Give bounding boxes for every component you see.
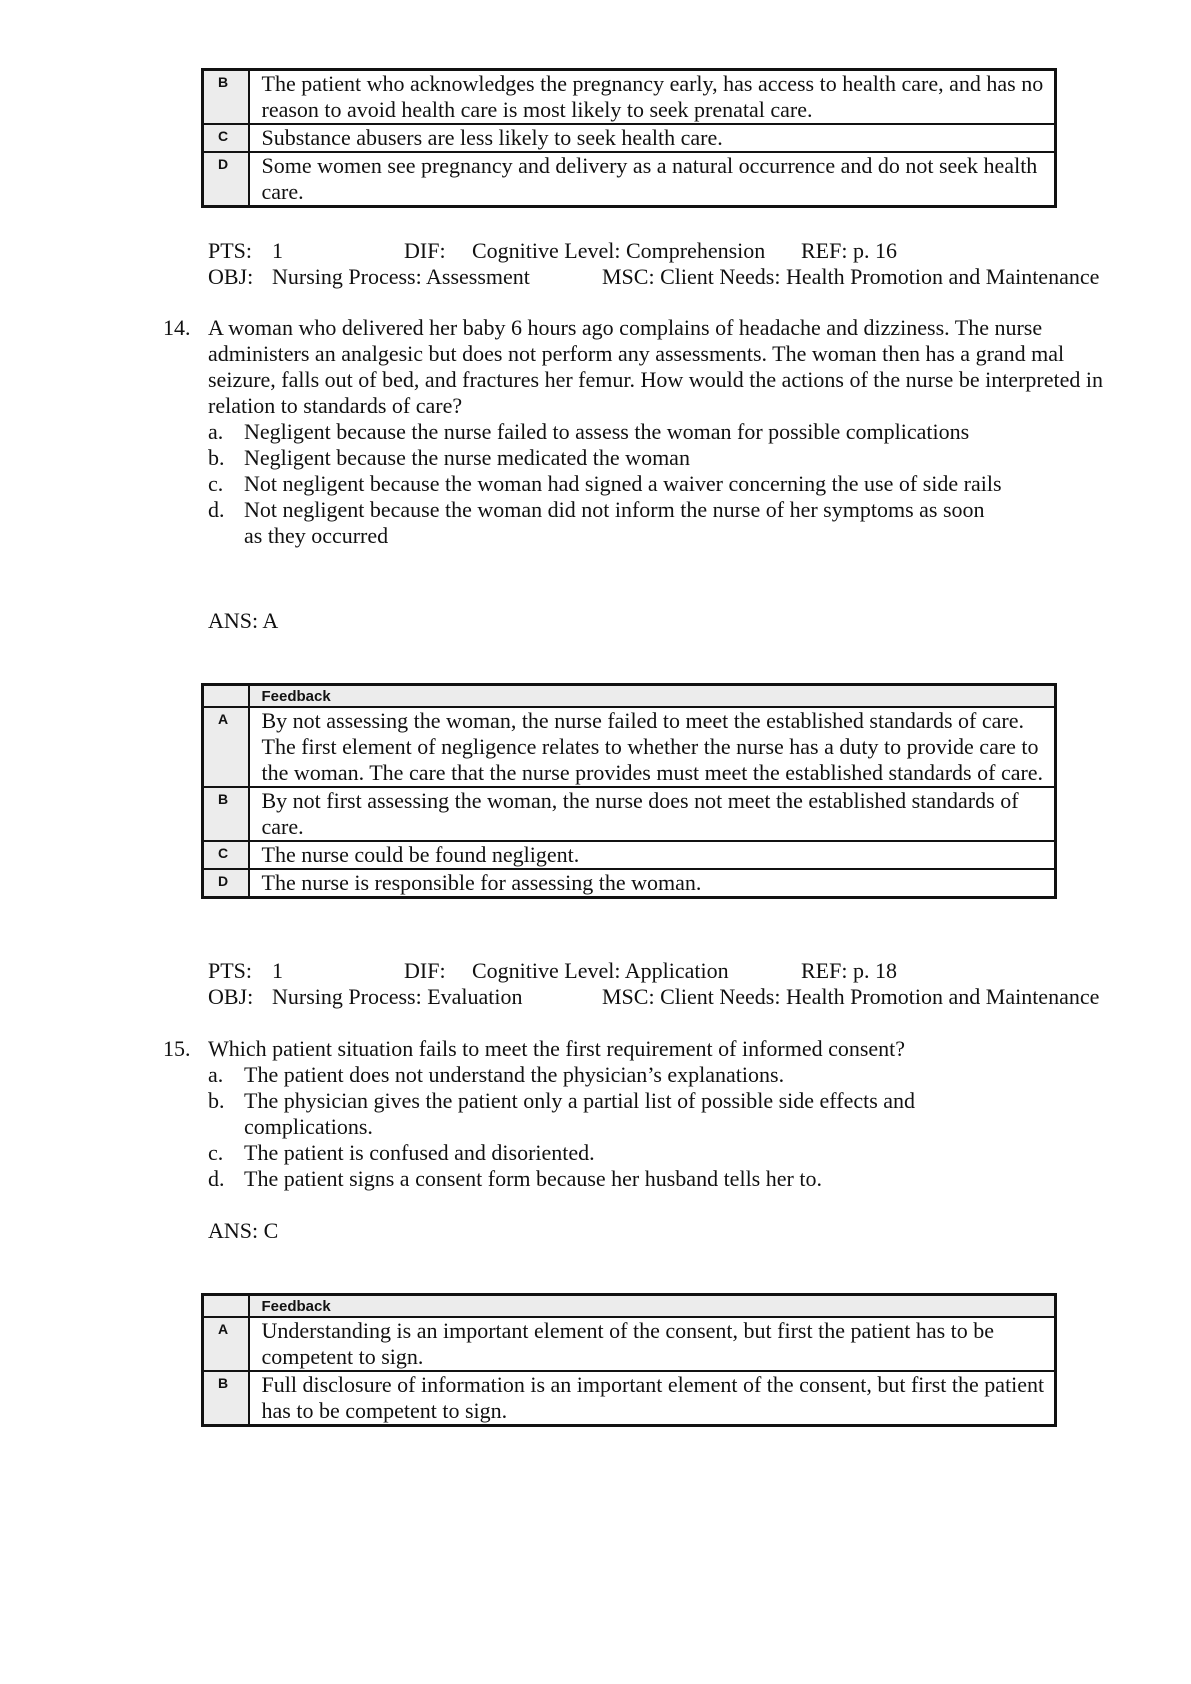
option-text: The patient signs a consent form because her husband tells her to. xyxy=(244,1166,822,1191)
feedback-row xyxy=(203,70,1056,125)
answer-key-q15: ANS: C xyxy=(208,1218,279,1243)
dif-label: DIF: xyxy=(404,238,446,263)
feedback-header-row xyxy=(203,1295,1056,1318)
feedback-row xyxy=(203,124,1056,152)
feedback-letter: B xyxy=(203,70,249,125)
feedback-text: Understanding is an important element of the consent, but first the patient has to be competent to sign. xyxy=(249,1317,1056,1371)
feedback-text: The nurse could be found negligent. xyxy=(249,841,1056,869)
option-letter: a. xyxy=(208,1062,224,1087)
feedback-letter: C xyxy=(203,841,249,869)
feedback-header: Feedback xyxy=(249,685,1056,708)
feedback-row xyxy=(203,1371,1056,1426)
option-letter: d. xyxy=(208,497,225,522)
feedback-row xyxy=(203,841,1056,869)
feedback-table-q13 xyxy=(201,68,1057,208)
answer-options xyxy=(163,1062,1123,1192)
question-15 xyxy=(163,1036,1123,1192)
question-metadata-q13 xyxy=(208,238,1128,290)
question-number: 15. xyxy=(163,1036,191,1061)
option-text: The patient does not understand the physician’s explanations. xyxy=(244,1062,785,1087)
pts-value: 1 xyxy=(272,958,283,983)
option-text: Negligent because the nurse failed to assess the woman for possible complications xyxy=(244,419,970,444)
answer-key-q14: ANS: A xyxy=(208,608,279,633)
answer-options xyxy=(163,419,1123,549)
feedback-letter: D xyxy=(203,869,249,898)
answer-option xyxy=(208,497,1004,549)
feedback-row xyxy=(203,152,1056,207)
feedback-header-row xyxy=(203,685,1056,708)
feedback-text: By not assessing the woman, the nurse failed to meet the established standards of care. The first element of negligence relates to whether the nurse has a duty to provide care to the woman. The care that the nurse provides must meet the established standards of care. xyxy=(249,707,1056,787)
obj-label: OBJ: xyxy=(208,264,254,289)
feedback-letter: A xyxy=(203,707,249,787)
option-letter: b. xyxy=(208,1088,225,1113)
answer-option xyxy=(208,471,1014,497)
answer-option xyxy=(208,1140,1123,1166)
option-letter: d. xyxy=(208,1166,225,1191)
header-blank-cell xyxy=(203,1295,249,1318)
answer-option xyxy=(208,419,1123,445)
option-letter: a. xyxy=(208,419,224,444)
msc-value: MSC: Client Needs: Health Promotion and Maintenance xyxy=(602,264,1100,289)
option-letter: c. xyxy=(208,1140,224,1165)
answer-option xyxy=(208,445,1123,471)
feedback-text: The patient who acknowledges the pregnancy early, has access to health care, and has no reason to avoid health care is most likely to seek prenatal care. xyxy=(249,70,1056,125)
feedback-row xyxy=(203,787,1056,841)
feedback-text: The nurse is responsible for assessing the woman. xyxy=(249,869,1056,898)
msc-value: MSC: Client Needs: Health Promotion and Maintenance xyxy=(602,984,1100,1009)
dif-value: Cognitive Level: Application xyxy=(472,958,729,983)
answer-option xyxy=(208,1062,1123,1088)
feedback-text: Some women see pregnancy and delivery as a natural occurrence and do not seek health care. xyxy=(249,152,1056,207)
option-letter: b. xyxy=(208,445,225,470)
feedback-text: By not first assessing the woman, the nurse does not meet the established standards of care. xyxy=(249,787,1056,841)
option-text: The physician gives the patient only a partial list of possible side effects and complications. xyxy=(244,1088,916,1139)
answer-option xyxy=(208,1088,1004,1140)
option-letter: c. xyxy=(208,471,224,496)
feedback-table-q14 xyxy=(201,683,1057,899)
feedback-row xyxy=(203,1317,1056,1371)
feedback-letter: B xyxy=(203,1371,249,1426)
question-stem: Which patient situation fails to meet the first requirement of informed consent? xyxy=(208,1036,906,1061)
question-14 xyxy=(163,315,1123,549)
obj-label: OBJ: xyxy=(208,984,254,1009)
pts-label: PTS: xyxy=(208,958,253,983)
answer-option xyxy=(208,1166,1123,1192)
question-metadata-q14 xyxy=(208,958,1128,1010)
option-text: Not negligent because the woman did not inform the nurse of her symptoms as soon as they occurred xyxy=(244,497,985,548)
ref-value: REF: p. 16 xyxy=(801,238,897,263)
pts-label: PTS: xyxy=(208,238,253,263)
dif-label: DIF: xyxy=(404,958,446,983)
question-stem: A woman who delivered her baby 6 hours ago complains of headache and dizziness. The nurse administers an analgesic but does not perform any assessments. The woman then has a grand mal seizure, falls out of bed, and fractures her femur. How would the actions of the nurse be interpreted in relation to standards of care? xyxy=(208,315,1103,418)
option-text: Negligent because the nurse medicated the woman xyxy=(244,445,690,470)
feedback-text: Full disclosure of information is an important element of the consent, but first the patient has to be competent to sign. xyxy=(249,1371,1056,1426)
feedback-letter: A xyxy=(203,1317,249,1371)
obj-value: Nursing Process: Assessment xyxy=(272,264,530,289)
option-text: Not negligent because the woman had signed a waiver concerning the use of side rails xyxy=(244,471,1002,496)
pts-value: 1 xyxy=(272,238,283,263)
feedback-letter: D xyxy=(203,152,249,207)
feedback-row xyxy=(203,869,1056,898)
feedback-header: Feedback xyxy=(249,1295,1056,1318)
ref-value: REF: p. 18 xyxy=(801,958,897,983)
feedback-row xyxy=(203,707,1056,787)
obj-value: Nursing Process: Evaluation xyxy=(272,984,523,1009)
question-number: 14. xyxy=(163,315,191,340)
option-text: The patient is confused and disoriented. xyxy=(244,1140,595,1165)
feedback-letter: C xyxy=(203,124,249,152)
feedback-letter: B xyxy=(203,787,249,841)
header-blank-cell xyxy=(203,685,249,708)
feedback-text: Substance abusers are less likely to seek health care. xyxy=(249,124,1056,152)
feedback-table-q15 xyxy=(201,1293,1057,1427)
dif-value: Cognitive Level: Comprehension xyxy=(472,238,766,263)
